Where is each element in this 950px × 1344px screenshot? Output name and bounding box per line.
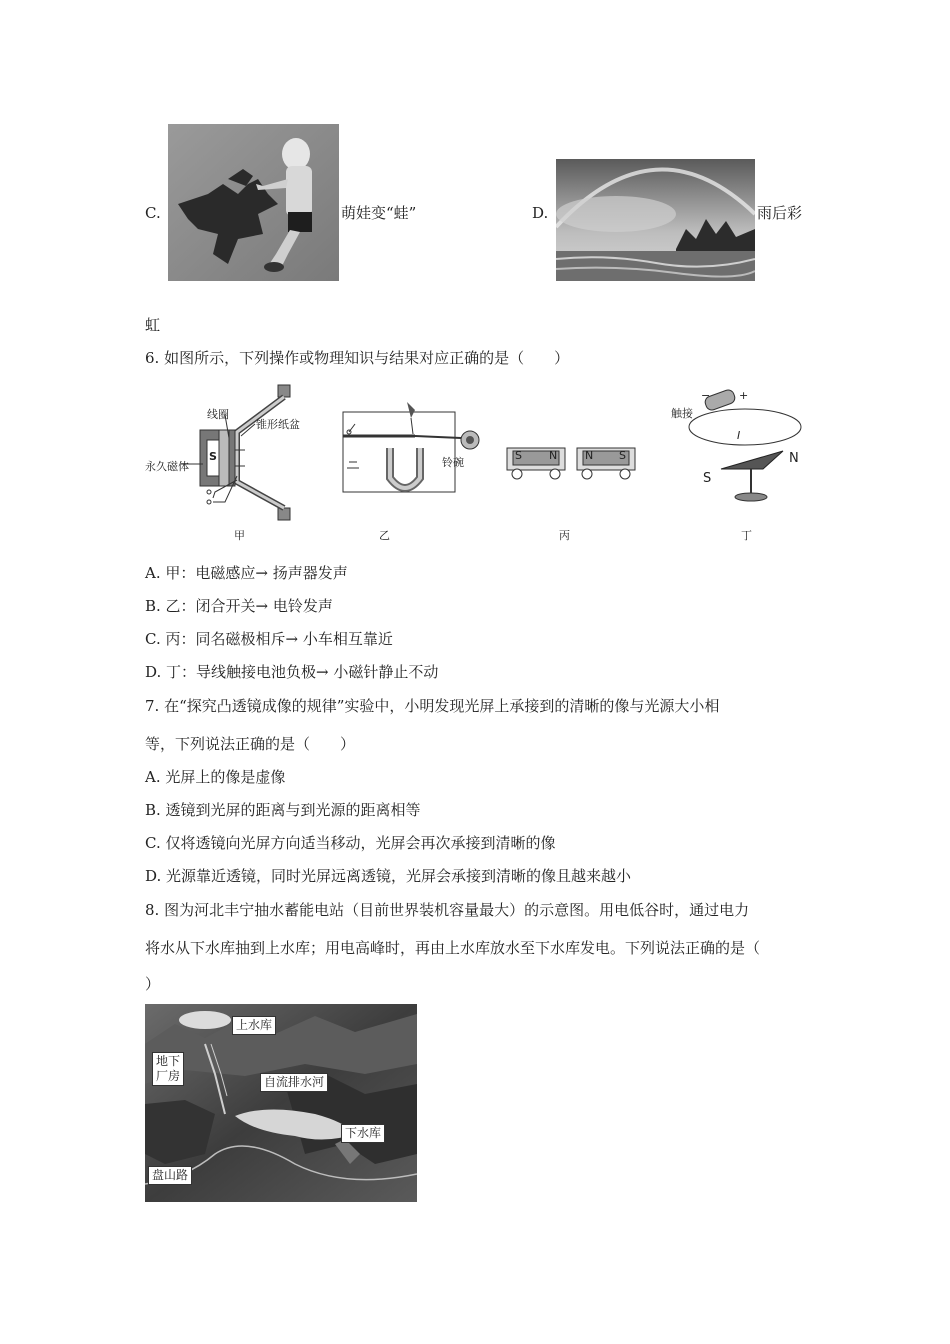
label-needle-s: S: [703, 471, 712, 486]
figure-electric-bell: [335, 398, 485, 498]
map-label-upper-reservoir: 上水库: [232, 1016, 276, 1035]
q6-option-d: D. 丁：导线触接电池负极→ 小磁针静止不动: [145, 663, 439, 681]
label-s-pole: S: [209, 450, 217, 463]
figure-loudspeaker: [145, 380, 310, 540]
q7-option-a: A. 光屏上的像是虚像: [145, 768, 286, 786]
frog-shadow-photo: [168, 124, 339, 281]
caption-ding: 丁: [741, 529, 752, 542]
map-label-underground-powerhouse: [152, 1052, 184, 1086]
question-8-stem-line1: 8. 图为河北丰宁抽水蓄能电站（目前世界装机容量最大）的示意图。用电低谷时，通过电力: [145, 901, 750, 919]
label-magnet: 永久磁体: [145, 460, 189, 473]
cart-2-n: N: [585, 449, 594, 462]
caption-bing: 丙: [559, 529, 570, 542]
cart-2-s: S: [619, 449, 626, 462]
cart-1-n: N: [549, 449, 558, 462]
label-minus: −: [701, 389, 711, 402]
label-plus: +: [739, 389, 749, 402]
question-7-stem-line1: 7. 在“探究凸透镜成像的规律”实验中，小明发现光屏上承接到的清晰的像与光源大小相: [145, 697, 720, 715]
map-label-mountain-road: 盘山路: [148, 1166, 192, 1185]
option-d-text-continued: 虹: [145, 316, 161, 334]
q6-option-c: C. 丙：同名磁极相斥→ 小车相互靠近: [145, 630, 393, 648]
label-needle-n: N: [789, 451, 799, 466]
option-d-text: 雨后彩: [757, 204, 803, 222]
rainbow-photo: [556, 159, 755, 281]
q7-option-c: C. 仅将透镜向光屏方向适当移动，光屏会再次承接到清晰的像: [145, 834, 556, 852]
figure-magnet-carts: [505, 442, 645, 482]
label-cone: 锥形纸盆: [256, 418, 300, 431]
question-6-stem: 6. 如图所示，下列操作或物理知识与结果对应正确的是（ ）: [145, 349, 570, 367]
cart-1-s: S: [515, 449, 522, 462]
q7-option-b: B. 透镜到光屏的距离与到光源的距离相等: [145, 801, 421, 819]
option-c-text: 萌娃变“蛙”: [341, 204, 417, 222]
q6-option-b: B. 乙：闭合开关→ 电铃发声: [145, 597, 333, 615]
figure-compass-needle: [665, 385, 815, 510]
caption-jia: 甲: [234, 529, 245, 542]
pumped-storage-map: [145, 1004, 417, 1202]
label-coil: 线圈: [207, 408, 229, 421]
map-label-underground-line2: 厂房: [156, 1069, 181, 1083]
label-current: I: [737, 429, 741, 442]
option-d-letter: D.: [532, 204, 549, 222]
map-label-lower-reservoir: 下水库: [341, 1124, 385, 1143]
question-8-stem-line2: 将水从下水库抽到上水库；用电高峰时，再由上水库放水至下水库发电。下列说法正确的是（: [145, 939, 761, 957]
option-c-letter: C.: [145, 204, 161, 222]
q6-option-a: A. 甲：电磁感应→ 扬声器发声: [145, 564, 348, 582]
label-bell: 铃碗: [442, 456, 464, 469]
map-label-underground-line1: 地下: [156, 1054, 181, 1068]
caption-yi: 乙: [379, 529, 390, 542]
q7-option-d: D. 光源靠近透镜，同时光屏远离透镜，光屏会承接到清晰的像且越来越小: [145, 867, 632, 885]
label-touch: 触接: [671, 407, 693, 420]
question-7-stem-line2: 等，下列说法正确的是（ ）: [145, 735, 356, 753]
map-label-drain-river: 自流排水河: [260, 1073, 328, 1092]
question-8-stem-line3: ）: [145, 975, 161, 993]
